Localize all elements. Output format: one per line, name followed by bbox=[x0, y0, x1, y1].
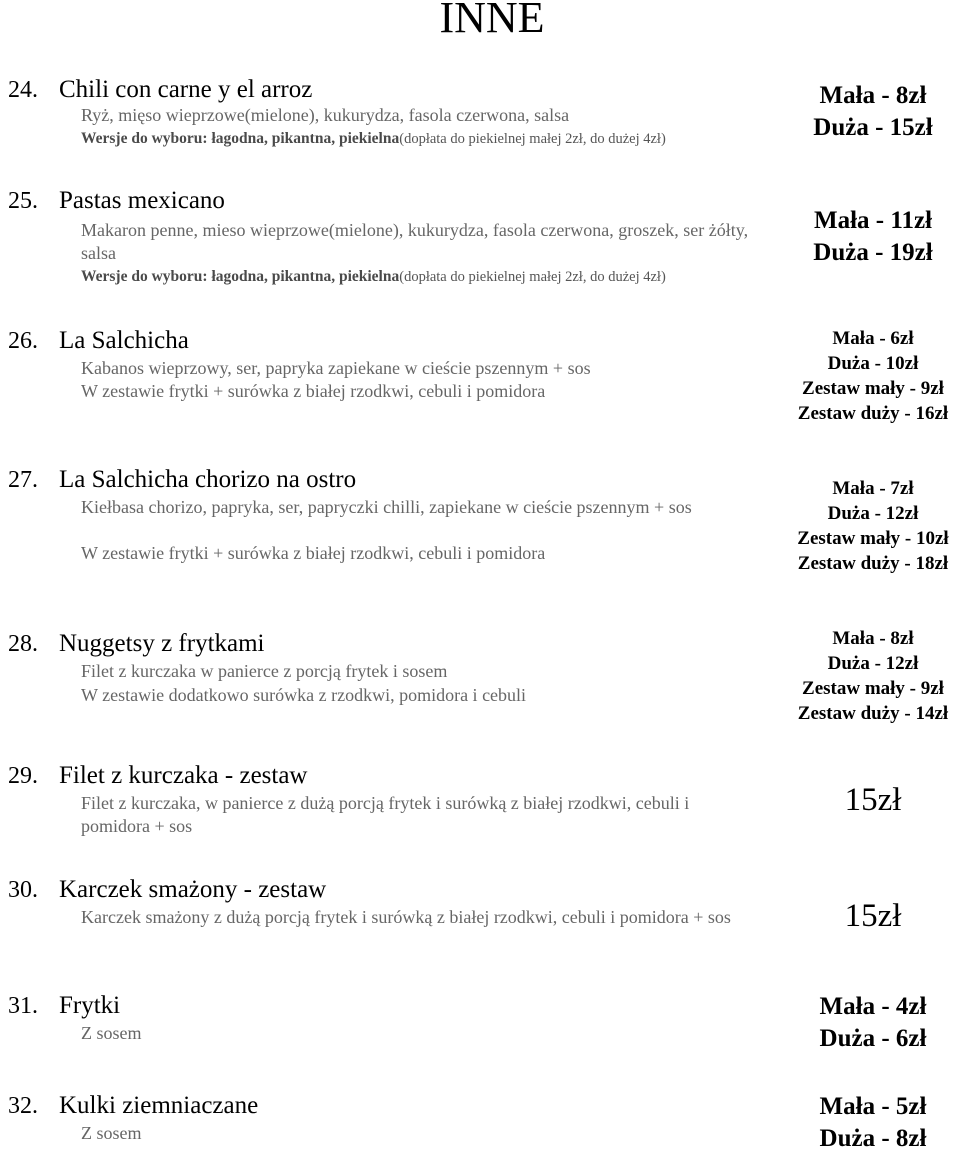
price: Mała - 8zł bbox=[832, 628, 914, 649]
page-title: INNE bbox=[439, 0, 545, 42]
price: Zestaw mały - 9zł bbox=[802, 378, 944, 399]
item-name: Frytki bbox=[59, 992, 121, 1019]
item-prices bbox=[770, 782, 960, 818]
price: 15zł bbox=[844, 898, 902, 934]
price: Mała - 11zł bbox=[813, 207, 933, 234]
price: Mała - 8zł bbox=[819, 82, 927, 109]
item-number: 32. bbox=[8, 1093, 38, 1119]
item-number: 29. bbox=[8, 763, 38, 789]
item-description-set: W zestawie dodatkowo surówka z rzodkwi, pomidora i cebuli bbox=[81, 685, 527, 705]
price: Mała - 5zł bbox=[819, 1093, 927, 1120]
price: Duża - 15zł bbox=[813, 114, 933, 141]
item-prices bbox=[770, 991, 960, 1055]
item-name: Pastas mexicano bbox=[59, 187, 225, 214]
price: Zestaw mały - 9zł bbox=[802, 678, 944, 699]
item-description: Filet z kurczaka w panierce z porcją frytek i sosem bbox=[81, 661, 448, 681]
item-description: Karczek smażony z dużą porcją frytek i surówką z białej rzodkwi, cebuli i pomidora + sos bbox=[81, 907, 731, 927]
item-name: Karczek smażony - zestaw bbox=[59, 876, 327, 903]
item-name: La Salchicha bbox=[59, 327, 189, 354]
item-name: Kulki ziemniaczane bbox=[59, 1092, 259, 1119]
item-description-set: W zestawie frytki + surówka z białej rzodkwi, cebuli i pomidora bbox=[81, 543, 546, 563]
item-description: Z sosem bbox=[81, 1123, 142, 1143]
item-description: Filet z kurczaka, w panierce z dużą porcją frytek i surówką z białej rzodkwi, cebuli i pomidora + sos bbox=[81, 793, 690, 836]
item-description: Kiełbasa chorizo, papryka, ser, papryczki chilli, zapiekane w cieście pszennym + sos bbox=[81, 497, 692, 517]
item-description: Z sosem bbox=[81, 1023, 142, 1043]
item-description: Kabanos wieprzowy, ser, papryka zapiekane w cieście pszennym + sos bbox=[81, 358, 591, 378]
item-prices bbox=[770, 1091, 960, 1155]
item-number: 24. bbox=[8, 77, 38, 103]
price: Zestaw duży - 14zł bbox=[797, 703, 949, 724]
variants-note: (dopłata do piekielnej małej 2zł, do dużej 4zł) bbox=[399, 269, 666, 285]
price: Duża - 6zł bbox=[819, 1025, 927, 1052]
variants-label: Wersje do wyboru: łagodna, pikantna, piekielna bbox=[81, 130, 400, 147]
item-prices bbox=[770, 80, 960, 144]
price: Duża - 10zł bbox=[827, 353, 919, 374]
price: Zestaw duży - 16zł bbox=[797, 403, 949, 424]
item-variants bbox=[81, 129, 666, 149]
price: Duża - 8zł bbox=[819, 1125, 927, 1152]
item-number: 26. bbox=[8, 328, 38, 354]
item-description: Makaron penne, mieso wieprzowe(mielone), kukurydza, fasola czerwona, groszek, ser żółty, salsa bbox=[81, 220, 749, 263]
item-name: Chili con carne y el arroz bbox=[59, 76, 313, 103]
item-prices bbox=[770, 898, 960, 934]
item-variants bbox=[81, 267, 666, 287]
item-prices bbox=[770, 476, 960, 576]
item-description: Ryż, mięso wieprzowe(mielone), kukurydza, fasola czerwona, salsa bbox=[81, 105, 570, 125]
item-number: 31. bbox=[8, 993, 38, 1019]
item-prices bbox=[770, 205, 960, 269]
item-number: 25. bbox=[8, 188, 38, 214]
item-number: 30. bbox=[8, 877, 38, 903]
price: Mała - 4zł bbox=[819, 993, 927, 1020]
price: Zestaw duży - 18zł bbox=[797, 553, 949, 574]
item-number: 28. bbox=[8, 631, 38, 657]
price: Duża - 12zł bbox=[827, 653, 919, 674]
price: Mała - 7zł bbox=[832, 478, 914, 499]
item-name: Filet z kurczaka - zestaw bbox=[59, 762, 308, 789]
item-number: 27. bbox=[8, 467, 38, 493]
variants-note: (dopłata do piekielnej małej 2zł, do dużej 4zł) bbox=[399, 131, 666, 147]
item-prices bbox=[770, 326, 960, 426]
price: Mała - 6zł bbox=[832, 328, 914, 349]
item-name: La Salchicha chorizo na ostro bbox=[59, 466, 357, 493]
price: Duża - 19zł bbox=[813, 239, 933, 266]
item-description-set: W zestawie frytki + surówka z białej rzodkwi, cebuli i pomidora bbox=[81, 381, 546, 401]
item-name: Nuggetsy z frytkami bbox=[59, 630, 265, 657]
item-prices bbox=[770, 626, 960, 726]
variants-label: Wersje do wyboru: łagodna, pikantna, piekielna bbox=[81, 268, 400, 285]
price: Duża - 12zł bbox=[827, 503, 919, 524]
price: 15zł bbox=[844, 782, 902, 818]
price: Zestaw mały - 10zł bbox=[797, 528, 949, 549]
